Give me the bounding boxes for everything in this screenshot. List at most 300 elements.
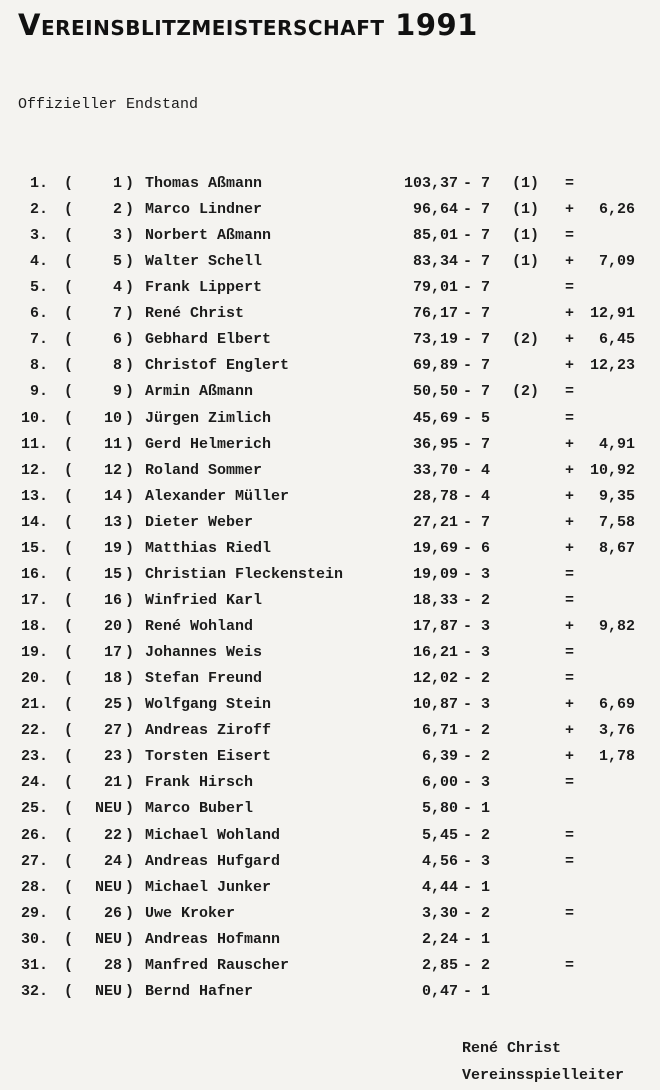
player-name-cell: Michael Wohland <box>145 826 281 844</box>
previous-rank-cell: 15 <box>103 565 122 583</box>
paren-close: ) <box>125 253 135 271</box>
rank-cell: 31. <box>20 956 48 974</box>
paren-open: ( <box>64 331 74 349</box>
paren-close: ) <box>125 461 135 479</box>
player-name-cell: Andreas Hufgard <box>145 852 281 870</box>
games-cell: - 2 <box>463 722 491 740</box>
paren-open: ( <box>64 539 74 557</box>
rank-cell: 28. <box>20 878 48 896</box>
standings-row <box>0 486 660 508</box>
games-cell: - 5 <box>463 409 491 427</box>
difference-cell: 6,69 <box>598 696 635 714</box>
paren-open: ( <box>64 748 74 766</box>
player-name-cell: Christof Englert <box>145 357 290 375</box>
standings-row <box>0 538 660 560</box>
rank-cell: 13. <box>20 487 48 505</box>
games-cell: - 7 <box>463 227 491 245</box>
paren-close: ) <box>125 748 135 766</box>
change-sign-cell: = <box>565 227 575 245</box>
games-cell: - 7 <box>463 331 491 349</box>
rank-cell: 27. <box>20 852 48 870</box>
paren-close: ) <box>125 722 135 740</box>
games-cell: - 7 <box>463 305 491 323</box>
rank-cell: 32. <box>20 982 48 1000</box>
paren-close: ) <box>125 305 135 323</box>
paren-close: ) <box>125 956 135 974</box>
paren-close: ) <box>125 826 135 844</box>
rank-cell: 11. <box>20 435 48 453</box>
standings-row <box>0 746 660 768</box>
standings-row <box>0 225 660 247</box>
rank-cell: 14. <box>20 513 48 531</box>
games-cell: - 1 <box>463 800 491 818</box>
paren-close: ) <box>125 644 135 662</box>
previous-rank-cell: 1 <box>112 175 122 192</box>
games-cell: - 7 <box>463 357 491 375</box>
games-cell: - 3 <box>463 696 491 714</box>
previous-rank-cell: NEU <box>94 800 122 818</box>
standings-row <box>0 642 660 664</box>
standings-row <box>0 798 660 820</box>
change-sign-cell: + <box>565 722 575 740</box>
previous-rank-cell: 3 <box>112 227 122 245</box>
previous-rank-cell: 13 <box>103 513 122 531</box>
rank-cell: 12. <box>20 461 48 479</box>
score-cell: 4,44 <box>421 878 458 896</box>
previous-rank-cell: NEU <box>94 982 122 1000</box>
paren-open: ( <box>64 461 74 479</box>
extra-cell: (2) <box>512 331 540 349</box>
score-cell: 5,80 <box>421 800 458 818</box>
extra-cell: (1) <box>512 253 540 271</box>
score-cell: 69,89 <box>412 357 458 375</box>
score-cell: 19,69 <box>412 539 458 557</box>
paren-open: ( <box>64 800 74 818</box>
rank-cell: 20. <box>20 670 48 688</box>
previous-rank-cell: 19 <box>103 539 122 557</box>
previous-rank-cell: NEU <box>94 878 122 896</box>
standings-row <box>0 772 660 794</box>
previous-rank-cell: 4 <box>112 279 122 297</box>
previous-rank-cell: 6 <box>112 331 122 349</box>
games-cell: - 3 <box>463 565 491 583</box>
previous-rank-cell: 8 <box>112 357 122 375</box>
paren-close: ) <box>125 852 135 870</box>
change-sign-cell: = <box>565 956 575 974</box>
games-cell: - 1 <box>463 878 491 896</box>
paren-close: ) <box>125 539 135 557</box>
subtitle: Offizieller Endstand <box>18 96 199 113</box>
player-name-cell: Alexander Müller <box>145 487 290 505</box>
player-name-cell: Wolfgang Stein <box>145 696 272 714</box>
score-cell: 3,30 <box>421 904 458 922</box>
previous-rank-cell: 21 <box>103 774 122 792</box>
paren-close: ) <box>125 878 135 896</box>
paren-open: ( <box>64 175 74 192</box>
paren-close: ) <box>125 591 135 609</box>
paren-close: ) <box>125 383 135 401</box>
score-cell: 33,70 <box>412 461 458 479</box>
standings-row <box>0 199 660 221</box>
standings-row <box>0 251 660 273</box>
standings-row <box>0 355 660 377</box>
paren-open: ( <box>64 383 74 401</box>
previous-rank-cell: 5 <box>112 253 122 271</box>
change-sign-cell: = <box>565 175 575 192</box>
player-name-cell: Michael Junker <box>145 878 272 896</box>
change-sign-cell: + <box>565 618 575 636</box>
rank-cell: 15. <box>20 539 48 557</box>
paren-close: ) <box>125 513 135 531</box>
paren-open: ( <box>64 904 74 922</box>
score-cell: 4,56 <box>421 852 458 870</box>
games-cell: - 4 <box>463 487 491 505</box>
rank-cell: 17. <box>20 591 48 609</box>
previous-rank-cell: 22 <box>103 826 122 844</box>
score-cell: 79,01 <box>412 279 458 297</box>
games-cell: - 1 <box>463 930 491 948</box>
paren-open: ( <box>64 513 74 531</box>
player-name-cell: Winfried Karl <box>145 591 263 609</box>
paren-close: ) <box>125 409 135 427</box>
change-sign-cell: = <box>565 591 575 609</box>
paren-open: ( <box>64 618 74 636</box>
games-cell: - 3 <box>463 852 491 870</box>
score-cell: 96,64 <box>412 201 458 219</box>
games-cell: - 3 <box>463 774 491 792</box>
player-name-cell: Matthias Riedl <box>145 539 272 557</box>
player-name-cell: Manfred Rauscher <box>145 956 290 974</box>
score-cell: 18,33 <box>412 591 458 609</box>
standings-row <box>0 720 660 742</box>
player-name-cell: Armin Aßmann <box>145 383 254 401</box>
standings-row <box>0 616 660 638</box>
player-name-cell: Gebhard Elbert <box>145 331 272 349</box>
score-cell: 0,47 <box>421 982 458 1000</box>
paren-close: ) <box>125 357 135 375</box>
paren-open: ( <box>64 409 74 427</box>
player-name-cell: Johannes Weis <box>145 644 263 662</box>
change-sign-cell: = <box>565 279 575 297</box>
player-name-cell: René Wohland <box>145 618 254 636</box>
games-cell: - 7 <box>463 175 491 192</box>
player-name-cell: Stefan Freund <box>145 670 263 688</box>
standings-row <box>0 590 660 612</box>
standings-row <box>0 851 660 873</box>
difference-cell: 7,09 <box>598 253 635 271</box>
extra-cell: (2) <box>512 383 540 401</box>
standings-row <box>0 460 660 482</box>
change-sign-cell: = <box>565 409 575 427</box>
standings-row <box>0 825 660 847</box>
change-sign-cell: = <box>565 644 575 662</box>
games-cell: - 2 <box>463 748 491 766</box>
standings-row <box>0 955 660 977</box>
games-cell: - 6 <box>463 539 491 557</box>
paren-open: ( <box>64 956 74 974</box>
previous-rank-cell: NEU <box>94 930 122 948</box>
games-cell: - 7 <box>463 253 491 271</box>
paren-open: ( <box>64 305 74 323</box>
previous-rank-cell: 9 <box>112 383 122 401</box>
change-sign-cell: + <box>565 305 575 323</box>
score-cell: 27,21 <box>412 513 458 531</box>
games-cell: - 1 <box>463 982 491 1000</box>
change-sign-cell: = <box>565 670 575 688</box>
score-cell: 19,09 <box>412 565 458 583</box>
change-sign-cell: = <box>565 565 575 583</box>
paren-close: ) <box>125 435 135 453</box>
standings-row <box>0 303 660 325</box>
change-sign-cell: + <box>565 487 575 505</box>
player-name-cell: Jürgen Zimlich <box>145 409 272 427</box>
change-sign-cell: = <box>565 383 575 401</box>
player-name-cell: Dieter Weber <box>145 513 254 531</box>
player-name-cell: Frank Hirsch <box>145 774 254 792</box>
score-cell: 2,24 <box>421 930 458 948</box>
previous-rank-cell: 25 <box>103 696 122 714</box>
difference-cell: 7,58 <box>598 513 635 531</box>
player-name-cell: Roland Sommer <box>145 461 263 479</box>
standings-row <box>0 929 660 951</box>
games-cell: - 2 <box>463 956 491 974</box>
player-name-cell: Torsten Eisert <box>145 748 272 766</box>
player-name-cell: René Christ <box>145 305 245 323</box>
score-cell: 10,87 <box>412 696 458 714</box>
score-cell: 28,78 <box>412 487 458 505</box>
extra-cell: (1) <box>512 175 540 192</box>
score-cell: 76,17 <box>412 305 458 323</box>
paren-close: ) <box>125 930 135 948</box>
standings-row <box>0 434 660 456</box>
standings-row <box>0 381 660 403</box>
games-cell: - 2 <box>463 591 491 609</box>
paren-open: ( <box>64 565 74 583</box>
standings-row <box>0 877 660 899</box>
paren-open: ( <box>64 487 74 505</box>
change-sign-cell: + <box>565 331 575 349</box>
games-cell: - 3 <box>463 618 491 636</box>
change-sign-cell: + <box>565 357 575 375</box>
standings-row <box>0 981 660 1003</box>
standings-row <box>0 408 660 430</box>
change-sign-cell: + <box>565 201 575 219</box>
standings-row <box>0 173 660 195</box>
difference-cell: 12,91 <box>589 305 635 323</box>
change-sign-cell: + <box>565 696 575 714</box>
games-cell: - 7 <box>463 513 491 531</box>
previous-rank-cell: 14 <box>103 487 122 505</box>
paren-close: ) <box>125 175 135 192</box>
player-name-cell: Andreas Ziroff <box>145 722 272 740</box>
previous-rank-cell: 2 <box>112 201 122 219</box>
score-cell: 17,87 <box>412 618 458 636</box>
score-cell: 6,00 <box>421 774 458 792</box>
difference-cell: 8,67 <box>598 539 635 557</box>
rank-cell: 16. <box>20 565 48 583</box>
score-cell: 83,34 <box>412 253 458 271</box>
games-cell: - 2 <box>463 670 491 688</box>
games-cell: - 2 <box>463 826 491 844</box>
previous-rank-cell: 20 <box>103 618 122 636</box>
change-sign-cell: + <box>565 513 575 531</box>
score-cell: 85,01 <box>412 227 458 245</box>
player-name-cell: Norbert Aßmann <box>145 227 272 245</box>
score-cell: 103,37 <box>403 175 458 192</box>
previous-rank-cell: 7 <box>112 305 122 323</box>
change-sign-cell: = <box>565 904 575 922</box>
score-cell: 5,45 <box>421 826 458 844</box>
player-name-cell: Bernd Hafner <box>145 982 254 1000</box>
rank-cell: 21. <box>20 696 48 714</box>
games-cell: - 7 <box>463 279 491 297</box>
score-cell: 6,71 <box>421 722 458 740</box>
rank-cell: 2. <box>29 201 48 219</box>
difference-cell: 6,45 <box>598 331 635 349</box>
previous-rank-cell: 16 <box>103 591 122 609</box>
paren-open: ( <box>64 670 74 688</box>
paren-close: ) <box>125 227 135 245</box>
games-cell: - 7 <box>463 201 491 219</box>
change-sign-cell: = <box>565 826 575 844</box>
games-cell: - 2 <box>463 904 491 922</box>
rank-cell: 24. <box>20 774 48 792</box>
rank-cell: 3. <box>29 227 48 245</box>
paren-open: ( <box>64 227 74 245</box>
previous-rank-cell: 24 <box>103 852 122 870</box>
change-sign-cell: + <box>565 539 575 557</box>
player-name-cell: Gerd Helmerich <box>145 435 272 453</box>
rank-cell: 1. <box>29 175 48 192</box>
paren-close: ) <box>125 331 135 349</box>
score-cell: 73,19 <box>412 331 458 349</box>
player-name-cell: Walter Schell <box>145 253 263 271</box>
paren-open: ( <box>64 696 74 714</box>
player-name-cell: Christian Fleckenstein <box>145 565 344 583</box>
difference-cell: 1,78 <box>598 748 635 766</box>
difference-cell: 10,92 <box>589 461 635 479</box>
change-sign-cell: + <box>565 461 575 479</box>
rank-cell: 9. <box>29 383 48 401</box>
rank-cell: 29. <box>20 904 48 922</box>
difference-cell: 3,76 <box>598 722 635 740</box>
previous-rank-cell: 18 <box>103 670 122 688</box>
difference-cell: 4,91 <box>598 435 635 453</box>
previous-rank-cell: 10 <box>103 409 122 427</box>
previous-rank-cell: 23 <box>103 748 122 766</box>
change-sign-cell: + <box>565 748 575 766</box>
paren-close: ) <box>125 904 135 922</box>
paren-close: ) <box>125 774 135 792</box>
paren-close: ) <box>125 201 135 219</box>
document-title: Vereinsblitzmeisterschaft 1991 <box>18 8 478 42</box>
paren-close: ) <box>125 279 135 297</box>
paren-open: ( <box>64 722 74 740</box>
difference-cell: 12,23 <box>589 357 635 375</box>
rank-cell: 18. <box>20 618 48 636</box>
rank-cell: 23. <box>20 748 48 766</box>
standings-row <box>0 694 660 716</box>
paren-open: ( <box>64 774 74 792</box>
player-name-cell: Marco Buberl <box>145 800 254 818</box>
previous-rank-cell: 26 <box>103 904 122 922</box>
rank-cell: 6. <box>29 305 48 323</box>
previous-rank-cell: 28 <box>103 956 122 974</box>
extra-cell: (1) <box>512 201 540 219</box>
rank-cell: 26. <box>20 826 48 844</box>
player-name-cell: Frank Lippert <box>145 279 263 297</box>
signature-role: Vereinsspielleiter <box>462 1067 625 1084</box>
paren-open: ( <box>64 930 74 948</box>
paren-open: ( <box>64 878 74 896</box>
paren-close: ) <box>125 670 135 688</box>
standings-row <box>0 903 660 925</box>
paren-open: ( <box>64 253 74 271</box>
difference-cell: 9,35 <box>598 487 635 505</box>
player-name-cell: Andreas Hofmann <box>145 930 281 948</box>
player-name-cell: Marco Lindner <box>145 201 263 219</box>
paren-close: ) <box>125 565 135 583</box>
extra-cell: (1) <box>512 227 540 245</box>
standings-row <box>0 329 660 351</box>
score-cell: 6,39 <box>421 748 458 766</box>
paren-close: ) <box>125 982 135 1000</box>
score-cell: 45,69 <box>412 409 458 427</box>
rank-cell: 22. <box>20 722 48 740</box>
paren-open: ( <box>64 644 74 662</box>
rank-cell: 5. <box>29 279 48 297</box>
change-sign-cell: = <box>565 774 575 792</box>
games-cell: - 4 <box>463 461 491 479</box>
rank-cell: 30. <box>20 930 48 948</box>
rank-cell: 25. <box>20 800 48 818</box>
rank-cell: 8. <box>29 357 48 375</box>
paren-open: ( <box>64 982 74 1000</box>
difference-cell: 9,82 <box>598 618 635 636</box>
previous-rank-cell: 17 <box>103 644 122 662</box>
paren-open: ( <box>64 852 74 870</box>
paren-open: ( <box>64 201 74 219</box>
paren-close: ) <box>125 696 135 714</box>
score-cell: 12,02 <box>412 670 458 688</box>
standings-row <box>0 277 660 299</box>
score-cell: 50,50 <box>412 383 458 401</box>
games-cell: - 7 <box>463 383 491 401</box>
standings-row <box>0 564 660 586</box>
rank-cell: 4. <box>29 253 48 271</box>
paren-open: ( <box>64 279 74 297</box>
rank-cell: 19. <box>20 644 48 662</box>
standings-row <box>0 512 660 534</box>
paren-open: ( <box>64 435 74 453</box>
standings-row <box>0 668 660 690</box>
score-cell: 36,95 <box>412 435 458 453</box>
score-cell: 2,85 <box>421 956 458 974</box>
player-name-cell: Uwe Kroker <box>145 904 236 922</box>
paren-close: ) <box>125 618 135 636</box>
previous-rank-cell: 12 <box>103 461 122 479</box>
difference-cell: 6,26 <box>598 201 635 219</box>
paren-close: ) <box>125 487 135 505</box>
paren-open: ( <box>64 591 74 609</box>
change-sign-cell: + <box>565 253 575 271</box>
games-cell: - 7 <box>463 435 491 453</box>
paren-open: ( <box>64 357 74 375</box>
games-cell: - 3 <box>463 644 491 662</box>
rank-cell: 10. <box>20 409 48 427</box>
paren-open: ( <box>64 826 74 844</box>
previous-rank-cell: 11 <box>103 435 122 453</box>
